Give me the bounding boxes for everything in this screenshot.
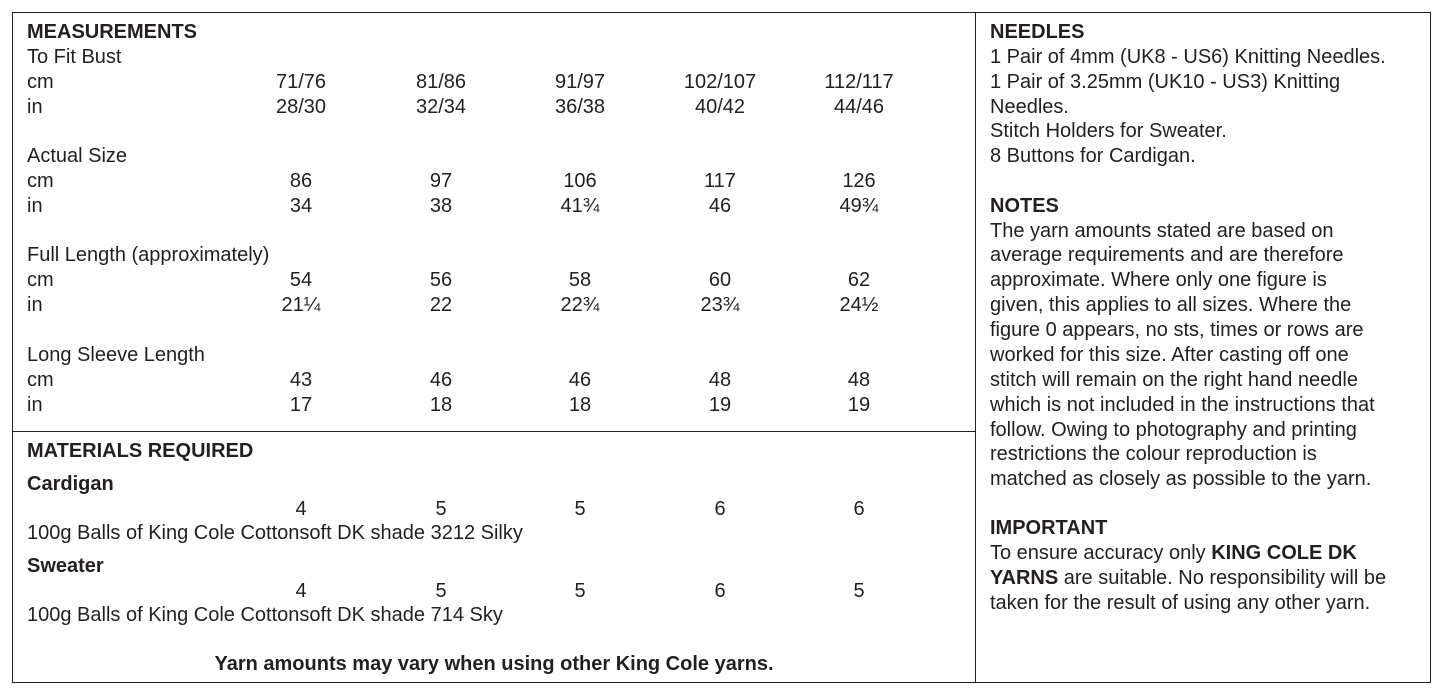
needles-line: 1 Pair of 3.25mm (UK10 - US3) Knitting (990, 71, 1341, 93)
value-cell: 81/86 (415, 71, 467, 93)
value-cell: 102/107 (683, 71, 757, 93)
important-text: To ensure accuracy only (990, 542, 1212, 564)
measurements-heading: MEASUREMENTS (27, 21, 198, 43)
needles-line: 1 Pair of 4mm (UK8 - US6) Knitting Needles. (990, 46, 1386, 68)
value-cell: 32/34 (415, 96, 467, 118)
important-line-2 (990, 566, 1386, 591)
value-cell: 22 (429, 294, 453, 316)
important-line-3: taken for the result of using any other yarn. (990, 592, 1371, 614)
notes-line: stitch will remain on the right hand needle (990, 369, 1358, 391)
ball-count: 6 (714, 580, 726, 602)
section-label-full-length: Full Length (approximately) (27, 244, 270, 266)
ball-count: 5 (435, 580, 447, 602)
notes-line: worked for this size. After casting off one (990, 344, 1349, 366)
value-cell: 62 (847, 269, 871, 291)
notes-line: follow. Owing to photography and printing (990, 419, 1357, 441)
value-cell: 48 (847, 369, 871, 391)
value-cell: 117 (704, 170, 736, 192)
needles-line: Needles. (990, 96, 1069, 118)
value-cell: 18 (429, 394, 453, 416)
notes-line: average requirements and are therefore (990, 244, 1344, 266)
value-cell: 97 (429, 170, 453, 192)
sweater-label: Sweater (27, 555, 104, 577)
value-cell: 48 (708, 369, 732, 391)
value-cell: 86 (289, 170, 313, 192)
value-cell: 19 (847, 394, 871, 416)
value-cell: 17 (289, 394, 313, 416)
value-cell: 46 (568, 369, 592, 391)
notes-line: matched as closely as possible to the yarn. (990, 468, 1372, 490)
value-cell: 106 (563, 170, 597, 192)
materials-heading: MATERIALS REQUIRED (27, 440, 254, 462)
unit-label: in (27, 96, 43, 118)
cardigan-yarn-description: 100g Balls of King Cole Cottonsoft DK shade 3212 Silky (27, 522, 523, 544)
notes-line: figure 0 appears, no sts, times or rows are (990, 319, 1364, 341)
unit-label: in (27, 195, 43, 217)
section-label-sleeve-length: Long Sleeve Length (27, 344, 205, 366)
unit-label: cm (27, 369, 54, 391)
value-cell: 91/97 (554, 71, 606, 93)
ball-count: 6 (714, 498, 726, 520)
unit-label: cm (27, 71, 54, 93)
unit-label: cm (27, 170, 54, 192)
ball-count: 5 (574, 498, 586, 520)
value-cell: 46 (429, 369, 453, 391)
notes-line: given, this applies to all sizes. Where the (990, 294, 1352, 316)
notes-line: The yarn amounts stated are based on (990, 220, 1334, 242)
value-cell: 126 (842, 170, 876, 192)
important-heading: IMPORTANT (990, 517, 1108, 539)
value-cell: 71/76 (275, 71, 327, 93)
value-cell: 56 (429, 269, 453, 291)
yarn-footer-note: Yarn amounts may vary when using other King Cole yarns. (214, 653, 774, 675)
value-cell: 43 (289, 369, 313, 391)
ball-count: 5 (853, 580, 865, 602)
notes-line: which is not included in the instructions that (990, 394, 1375, 416)
notes-heading: NOTES (990, 195, 1059, 217)
ball-count: 6 (853, 498, 865, 520)
value-cell: 21¼ (281, 294, 321, 316)
brand-emphasis: KING COLE DK (1211, 542, 1357, 564)
value-cell: 36/38 (554, 96, 606, 118)
value-cell: 40/42 (694, 96, 746, 118)
value-cell: 28/30 (275, 96, 327, 118)
value-cell: 54 (289, 269, 313, 291)
value-cell: 112/117 (824, 71, 894, 93)
value-cell: 60 (708, 269, 732, 291)
cardigan-label: Cardigan (27, 473, 114, 495)
needles-line: 8 Buttons for Cardigan. (990, 145, 1196, 167)
value-cell: 58 (568, 269, 592, 291)
value-cell: 19 (708, 394, 732, 416)
important-text: are suitable. No responsibility will be (1058, 567, 1387, 589)
value-cell: 38 (429, 195, 453, 217)
section-label-bust: To Fit Bust (27, 46, 122, 68)
section-divider (12, 431, 976, 432)
value-cell: 44/46 (833, 96, 885, 118)
ball-count: 4 (295, 580, 307, 602)
value-cell: 34 (289, 195, 313, 217)
value-cell: 24½ (839, 294, 879, 316)
value-cell: 22¾ (560, 294, 600, 316)
column-divider (975, 12, 976, 683)
value-cell: 41¾ (560, 195, 600, 217)
sweater-yarn-description: 100g Balls of King Cole Cottonsoft DK shade 714 Sky (27, 604, 503, 626)
value-cell: 18 (568, 394, 592, 416)
needles-heading: NEEDLES (990, 21, 1085, 43)
unit-label: in (27, 394, 43, 416)
brand-emphasis: YARNS (990, 567, 1059, 589)
needles-line: Stitch Holders for Sweater. (990, 120, 1227, 142)
notes-line: restrictions the colour reproduction is (990, 443, 1317, 465)
notes-line: approximate. Where only one figure is (990, 269, 1327, 291)
value-cell: 23¾ (700, 294, 740, 316)
section-label-actual-size: Actual Size (27, 145, 128, 167)
ball-count: 5 (574, 580, 586, 602)
ball-count: 5 (435, 498, 447, 520)
ball-count: 4 (295, 498, 307, 520)
important-line-1 (990, 541, 1357, 566)
value-cell: 46 (708, 195, 732, 217)
value-cell: 49¾ (839, 195, 879, 217)
unit-label: in (27, 294, 43, 316)
unit-label: cm (27, 269, 54, 291)
